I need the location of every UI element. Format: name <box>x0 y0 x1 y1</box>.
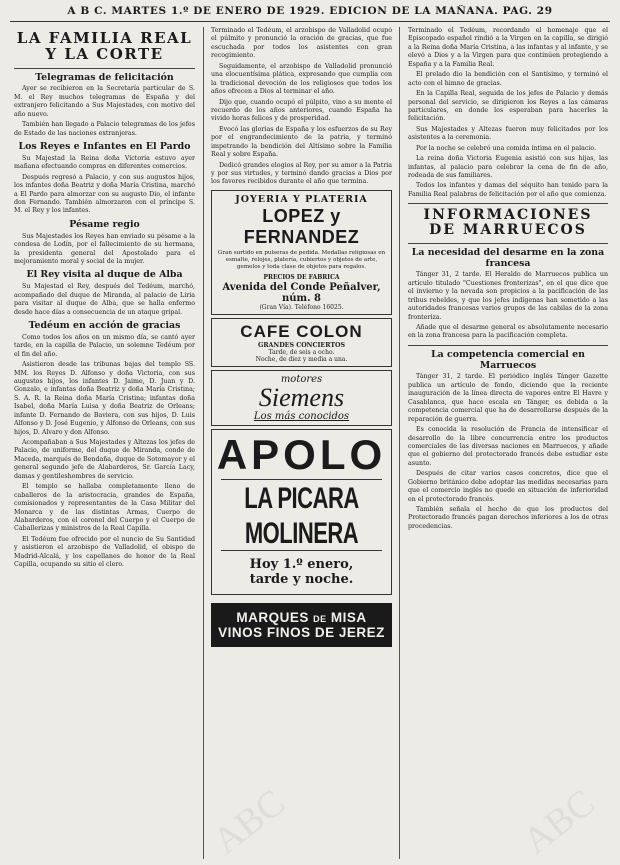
paragraph: Terminado el Tedéum, el arzobispo de Valladolid ocupó el púlmito y pronunció la oración de gracias, que fue escuchada por todos los asistentes con gran recogimiento. <box>211 27 392 60</box>
ad-marques-brand <box>215 610 388 625</box>
paragraph: En la Capilla Real, seguida de los jefes de Palacio y demás personal del servicio, se dirigieron los Reyes a las cámaras particulares, en donde los esperaban para hacerles la felicitación. <box>408 90 608 123</box>
watermark: ABC <box>205 781 293 863</box>
headline-reyes-pardo: Los Reyes e Infantes en El Pardo <box>18 140 191 152</box>
section-title-familia-real <box>14 31 195 63</box>
paragraph: Por la noche se celebró una comida íntima en el palacio. <box>416 144 597 152</box>
ad-joyeria-lopez-fernandez <box>211 190 392 315</box>
paragraph: Asistieron desde las tribunas bajas del templo SS. MM. los Reyes D. Alfonso y doña Victoria, con sus augustos hijos, los infantes D. Jaime, D. Juan y D. Gonzalo, e infantas doña Beatriz y doña María Cristina; S. A. R. la Reina doña María Cristina; infantas doña Isabel, doña María Luisa y doña Beatriz de Orleans; infante D. Fernando de Baviera, con sus hijos, D. Luis Alfonso y D. José Eugenio, y Alfonso de Orleans, con sus hijos, D. Alvaro y don Alfonso. <box>14 361 195 436</box>
paragraph: Su Majestad la Reina doña Victoria estuvo ayer mañana efectuando compras en diferentes comercios. <box>14 154 195 171</box>
ad-apolo-times: tarde y noche. <box>249 571 354 587</box>
ad-siemens-motores: motores <box>280 373 323 385</box>
divider <box>221 479 382 480</box>
paragraph: También han llegado a Palacio telegramas de los jefes de Estado de las naciones extranjeras. <box>14 121 195 137</box>
ad-siemens-logo: Siemens <box>258 382 345 412</box>
ad-marques-de-misa <box>211 603 392 647</box>
paragraph: Añade que el desarme general es absolutamente necesario en la zona francesa para la pacificación completa. <box>408 323 608 340</box>
paragraph: Sus Majestades los Reyes han enviado su pésame a la condesa de Lodín, por el fallecimiento de su hermana, la presidenta general del Apostolado para el mejoramiento moral y social de la mujer. <box>14 232 195 265</box>
paragraph: Evocó las glorias de España y los esfuerzos de su Rey por el engrandecimiento de la patria, y terminó impetrando la bendición del Altísimo sobre la Familia Real y sobre España. <box>211 125 392 159</box>
paragraph: Es conocida la resolución de Francia de intensificar el desarrollo de la libre concurrencia entre los productos comerciales de las diversas naciones en Marruecos, y añade que el gobierno del protectorado francés debe estudiar este asunto. <box>408 426 608 467</box>
section-title-marruecos <box>408 208 608 237</box>
ad-cafe-concerts: GRANDES CONCIERTOS <box>257 341 346 349</box>
ad-cafe-name: CAFE COLON <box>240 321 363 341</box>
paragraph: Tánger 31, 2 tarde. El periódico inglés Tánger Gazette publica un artículo de fondo, diciendo que la reciente inauguración de la línea directa de vapores entre El Havre y Casablanca, que hace escala en Tánger, es debida a la competencia comercial que ha de desarrollarse después de la reparación de guerra. <box>408 373 608 423</box>
ad-joyeria-heading: JOYERIA Y PLATERIA <box>235 193 368 205</box>
ad-cafe-night: Noche, de diez y media a una. <box>255 355 348 363</box>
ad-joyeria-brand: LOPEZ y FERNANDEZ <box>243 205 360 247</box>
ad-marques-tagline: VINOS FINOS DE JEREZ <box>218 624 385 640</box>
paragraph: El templo se hallaba completamente lleno de caballeros de la aristocracia, grandes de España, comisionados y representantes de la Casa Militar del Monarca y de las distintas Armas, Cuerpo de Alabarderos, con el coronel del Cuerpo y el Cuerpo de Caballerizas y ministros de la Real Capilla. <box>14 483 195 533</box>
paragraph: El Tedéum fue ofrecido por el nuncio de Su Santidad y asistieron el arzobispo de Valladolid, el obispo de Madrid-Alcalá, y los capellanes de honor de la Real Capilla, ocupando su sitio el clero. <box>14 535 195 569</box>
ad-apolo-date: Hoy 1.º enero, <box>249 556 354 572</box>
paragraph: La reina doña Victoria Eugenia asistió con sus hijas, las infantas, al palacio para celebrar la cena de fin de año, rodeada de sus familiares. <box>408 155 608 179</box>
headline-competencia: La competencia comercial en Marruecos <box>431 348 585 371</box>
paragraph: Dijo que, cuando ocupó el púlpito, vino a su mente el recuerdo de los años anteriores, cuando España ha vivido horas felices y de prosperidad. <box>211 98 392 123</box>
title-line-1: LA FAMILIA REAL <box>16 29 193 47</box>
ad-cafe-afternoon: Tarde, de seis a ocho. <box>268 348 335 356</box>
paragraph: También señala el hecho de que los productos del Protectorado francés pagan derechos inferiores a los de otras procedencias. <box>408 506 608 530</box>
ad-apolo-name: APOLO <box>216 430 387 478</box>
ad-cafe-colon <box>211 318 392 367</box>
headline-tedeum: Tedéum en acción de gracias <box>28 319 181 331</box>
divider <box>408 203 608 204</box>
paragraph: Después regresó a Palacio, y con sus augustos hijos, los infantes doña Beatriz y doña María Cristina, marchó a El Pardo para almorzar con su augusto Dio, el infante don Fernando. También almorzaron con el príncipe S. M. el Rey y los infantes. <box>14 173 195 215</box>
header-line: A B C. MARTES 1.º DE ENERO DE 1929. EDICION DE LA MAÑANA. PAG. 29 <box>67 5 553 17</box>
ad-joyeria-prices: PRECIOS DE FABRICA <box>263 273 340 281</box>
paragraph: Ayer se recibieron en la Secretaría particular de S. M. el Rey muchos telegramas de España y del extranjero felicitando a Sus Majestades, con motivo del año nuevo. <box>14 85 195 118</box>
paragraph: Todos los infantes y damas del séquito han tenido para la Familia Real palabras de felicitación por el año que comienza. <box>408 182 608 198</box>
ad-marques-misa: MISA <box>330 609 367 625</box>
paragraph: Sus Majestades y Altezas fueron muy felicitados por los asistentes a la ceremonia. <box>408 125 608 142</box>
paragraph: Terminado el Tedéum, recordando el homenaje que el Episcopado español rindió a la Virgen en la capilla, se dirigió a la Reina doña María Cristina, a las infantas y al infante, y se elevó a Dios y a la Virgen para que continúen protegiendo a España y a la Familia Real. <box>408 27 608 68</box>
ad-teatro-apolo <box>211 429 392 595</box>
headline-duque-alba: El Rey visita al duque de Alba <box>26 269 183 281</box>
title-line-2: DE MARRUECOS <box>429 222 587 238</box>
column-rule-right <box>399 27 400 859</box>
column-right <box>408 27 608 861</box>
ad-marques-word: MARQUES <box>236 609 309 625</box>
title-line-2: Y LA CORTE <box>45 44 164 63</box>
ad-marques-de: DE <box>313 613 327 624</box>
headline-telegramas: Telegramas de felicitación <box>35 71 174 83</box>
paragraph: El prelado dio la bendición con el Santísimo, y terminó el acto con el himno de gracias. <box>408 71 608 87</box>
paragraph: Como todos los años en un mismo día, se cantó ayer tarde, en la capilla de Palacio, un solemne Tedéum por el fin del año. <box>14 333 195 358</box>
paragraph: Acompañaban a Sus Majestades y Altezas los jefes de Palacio, de uniforme, del duque de Miranda, conde de Maceda, marqués de Bendaña, duque de Sotomayor y el general segundo jefe de Alabarderos, Sr. García Lacy, damas y gentileshombres de servicio. <box>14 439 195 480</box>
paragraph: Después de citar varios casos concretos, dice que el Gobierno británico debe adoptar las medidas necesarias para que el comercio inglés no quede en situación de inferioridad en el protectorado francés. <box>408 470 608 503</box>
headline-desarme: La necesidad del desarme en la zona francesa <box>411 246 605 269</box>
ad-apolo-play: LA PICARA MOLINERA <box>244 480 359 550</box>
paragraph: Dedicó grandes elogios al Rey, por su amor a la Patria y por sus virtudes, y terminó dando gracias a Dios por los favores recibidos durante el año que termina. <box>211 161 392 186</box>
watermark: ABC <box>515 781 603 863</box>
paragraph: Tánger 31, 2 tarde. El Heraldo de Marruecos publica un artículo titulado "Cuestiones fronterizas", en el que dice que el invierno y la nevada son propicios a la pacificación de las tribus rebeldes, y que los jefes indígenas han sometido a las autoridades francesas varios grupos de las cabilas de la zona fronteriza. <box>408 271 608 321</box>
page-header <box>10 5 610 22</box>
column-center <box>211 27 392 861</box>
ad-joyeria-address: Avenida del Conde Peñalver, núm. 8 <box>222 281 381 304</box>
paragraph: Su Majestad el Rey, después del Tedéum, marchó, acompañado del duque de Miranda, al palacio de Liria para visitar al duque de Alba, que se halla enfermo desde hace días a consecuencia de un ataque gripal. <box>14 283 195 316</box>
paragraph: Seguidamente, el arzobispo de Valladolid pronunció una elocuentísima plática, expresando que cumplía con la tradicional devoción de los religiosos que todos los años ofrecen a Dios al terminar el año. <box>211 62 392 96</box>
divider <box>408 243 608 244</box>
ad-siemens-slogan: Los más conocidos <box>253 410 350 422</box>
column-rule-left <box>203 27 204 859</box>
divider <box>14 68 195 69</box>
ad-joyeria-description: Gran surtido en pulseras de pedida. Medallas religiosas en esmalte, relojes, platería, cubiertos y objetos de arte, gemelos y toda clase de objetos para regalos. <box>217 249 386 271</box>
column-left <box>14 27 195 861</box>
ad-motores-siemens <box>211 370 392 426</box>
headline-pesame: Pésame regio <box>69 218 140 230</box>
divider <box>408 345 608 346</box>
title-line-1: INFORMACIONES <box>423 207 593 224</box>
ad-joyeria-phone: (Gran Vía). Teléfono 16025. <box>259 303 344 311</box>
